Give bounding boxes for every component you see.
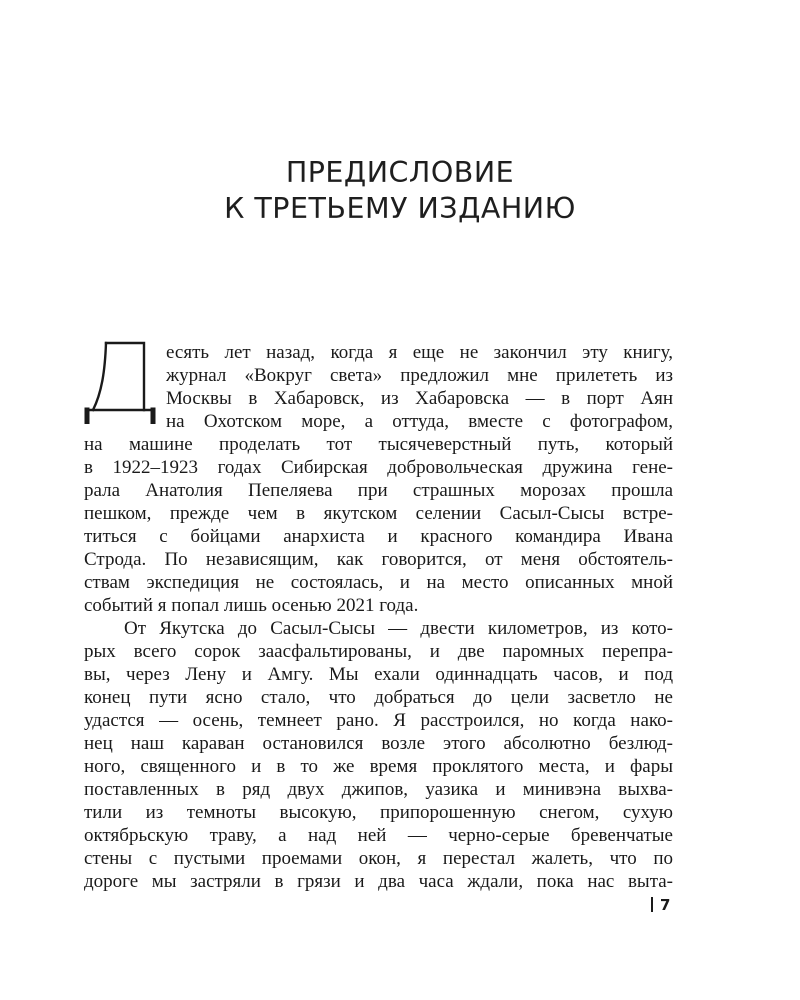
text-line: удастся — осень, темнеет рано. Я расстроился, но когда нако- (84, 710, 673, 731)
text-line: событий я попал лишь осенью 2021 года. (84, 595, 419, 616)
text-line: рала Анатолия Пепеляева при страшных морозах прошла (84, 480, 673, 501)
text-line: конец пути ясно стало, что добраться до цели засветло не (84, 687, 673, 708)
text-line: на Охотском море, а оттуда, вместе с фотографом, (166, 411, 673, 432)
folio-divider (651, 897, 653, 912)
chapter-title-line-2: К ТРЕТЬЕМУ ИЗДАНИЮ (224, 192, 576, 225)
text-line: нец наш караван остановился возле этого абсолютно безлюд- (84, 733, 673, 754)
text-line: в 1922–1923 годах Сибирская добровольческая дружина гене- (84, 457, 673, 478)
text-line: поставленных в ряд двух джипов, уазика и минивэна выхва- (84, 779, 673, 800)
chapter-title-line-1: ПРЕДИСЛОВИЕ (285, 156, 515, 189)
text-line: журнал «Вокруг света» предложил мне прилететь из (166, 365, 673, 386)
text-line: октябрьскую траву, а над ней — черно-серые бревенчатые (84, 825, 673, 846)
text-line: есять лет назад, когда я еще не закончил эту книгу, (166, 342, 673, 363)
text-line: рых всего сорок заасфальтированы, и две паромных перепра- (84, 641, 673, 662)
drop-cap (84, 340, 156, 424)
page-number (651, 896, 670, 914)
text-line: тили из темноты высокую, припорошенную снегом, сухую (84, 802, 673, 823)
text-line: Москвы в Хабаровск, из Хабаровска — в порт Аян (166, 388, 673, 409)
text-line: титься с бойцами анархиста и красного командира Ивана (84, 526, 673, 547)
text-line: ного, священного и в то же время проклятого места, и фары (84, 756, 673, 777)
page-number-value: 7 (660, 896, 671, 914)
text-line: стены с пустыми проемами окон, я перестал жалеть, что по (84, 848, 673, 869)
text-line: Строда. По независящим, как говорится, от меня обстоятель- (84, 549, 673, 570)
text-line: вы, через Лену и Амгу. Мы ехали одиннадцать часов, и под (84, 664, 673, 685)
text-line: От Якутска до Сасыл-Сысы — двести километров, из кото- (124, 618, 673, 639)
text-line: на машине проделать тот тысячеверстный путь, который (84, 434, 673, 455)
text-line: дороге мы застряли в грязи и два часа ждали, пока нас выта- (84, 871, 673, 892)
text-line: ствам экспедиция не состоялась, и на место описанных мной (84, 572, 673, 593)
text-line: пешком, прежде чем в якутском селении Сасыл-Сысы встре- (84, 503, 673, 524)
